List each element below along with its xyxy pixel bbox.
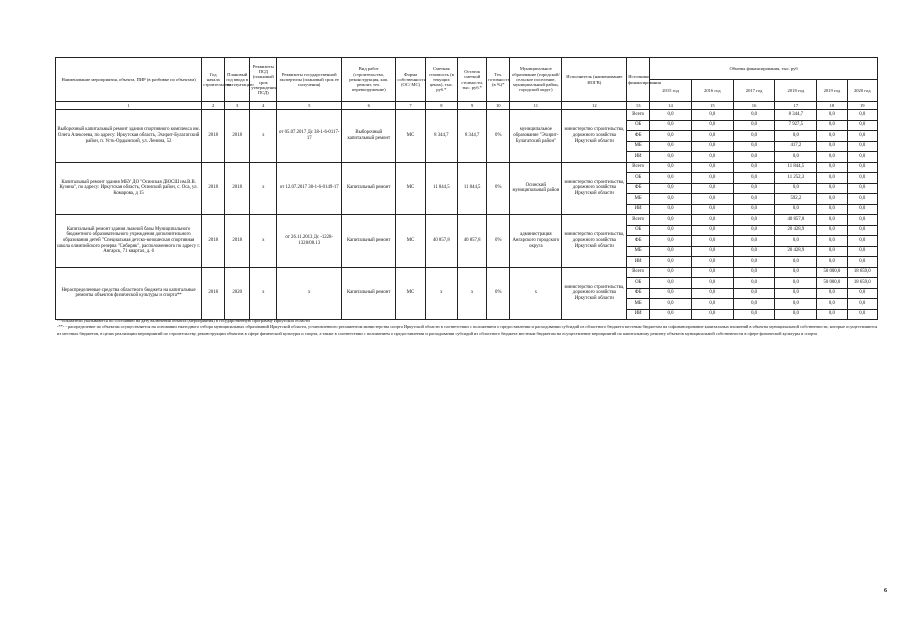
funding-value: 0,0 — [847, 225, 877, 236]
col-estimate-header: Сметная стоимость (в текущих ценах), тыс. руб.* — [425, 58, 457, 102]
funding-source: ИИ — [627, 257, 650, 268]
funding-value: 0,0 — [817, 131, 847, 142]
funding-value: 0,0 — [650, 215, 692, 226]
funding-value: 0,0 — [847, 194, 877, 205]
funding-source: ОБ — [627, 278, 650, 289]
funding-value: 0,0 — [775, 309, 817, 320]
funding-source: ИИ — [627, 309, 650, 320]
funding-value: 0,0 — [650, 278, 692, 289]
year-2016-header: 2016 год — [691, 80, 733, 102]
funding-value: 0,0 — [847, 236, 877, 247]
funding-value: 0,0 — [733, 173, 775, 184]
funding-value: 0,0 — [691, 288, 733, 299]
executor: министерство строительства, дорожного хозяйства Иркутской области — [562, 110, 627, 163]
funding-value: 0,0 — [817, 309, 847, 320]
column-number: 9 — [458, 102, 487, 110]
funding-value: 0,0 — [691, 152, 733, 163]
funding-value: 50 000,0 — [817, 278, 847, 289]
year-2020-header: 2020 год — [847, 80, 877, 102]
col-ready-header: Тех. готовность (в %)* — [487, 58, 510, 102]
funding-value: 0,0 — [847, 141, 877, 152]
funding-value: 0,0 — [691, 267, 733, 278]
work-type: Капитальный ремонт — [342, 215, 396, 268]
funding-value: 0,0 — [817, 120, 847, 131]
funding-value: 0,0 — [650, 120, 692, 131]
funding-value: 0,0 — [691, 215, 733, 226]
financing-table — [55, 57, 878, 320]
funding-value: 0,0 — [817, 204, 847, 215]
funding-value: 0,0 — [650, 267, 692, 278]
col-psd-header: Реквизиты ПСД (плановый срок утверждения ПСД) — [250, 58, 277, 102]
funding-value: 0,0 — [650, 299, 692, 310]
table-body — [56, 102, 878, 320]
column-number: 6 — [342, 102, 396, 110]
funding-source: МБ — [627, 194, 650, 205]
column-number: 11 — [510, 102, 562, 110]
estimate-cost: 8 344,7 — [425, 110, 457, 163]
year-2018-header: 2018 год — [775, 80, 817, 102]
funding-value: 0,0 — [733, 131, 775, 142]
expertise-details: от 05.07.2017 Дс 38-1-6-0117-17 — [277, 110, 342, 163]
funding-value: 0,0 — [650, 183, 692, 194]
col-volumes-header: Объемы финансирования, тыс. руб — [650, 58, 878, 80]
funding-source: ФБ — [627, 131, 650, 142]
expertise-details: от 26.11.2013 Дс -1228-1328/08.13 — [277, 215, 342, 268]
end-year: 2018 — [225, 110, 250, 163]
column-number: 12 — [562, 102, 627, 110]
funding-source: МБ — [627, 299, 650, 310]
start-year: 2018 — [202, 110, 225, 163]
funding-value: 20 428,9 — [775, 246, 817, 257]
column-number: 4 — [250, 102, 277, 110]
funding-value: 0,0 — [847, 246, 877, 257]
estimate-cost: 11 844,5 — [425, 162, 457, 215]
funding-value: 0,0 — [733, 246, 775, 257]
funding-value: 0,0 — [650, 204, 692, 215]
funding-value: 0,0 — [847, 152, 877, 163]
funding-value: 0,0 — [691, 236, 733, 247]
funding-source: МБ — [627, 246, 650, 257]
funding-value: 0,0 — [733, 257, 775, 268]
funding-value: 0,0 — [733, 309, 775, 320]
funding-value: 0,0 — [847, 131, 877, 142]
estimate-cost: х — [425, 267, 457, 320]
funding-value: 0,0 — [650, 309, 692, 320]
column-number: 1 — [56, 102, 202, 110]
funding-value: 20 428,9 — [775, 225, 817, 236]
remaining-cost: 8 344,7 — [458, 110, 487, 163]
municipality: Осинский муниципальный район — [510, 162, 562, 215]
funding-value: 0,0 — [691, 110, 733, 121]
funding-value: 0,0 — [775, 288, 817, 299]
funding-value: 0,0 — [775, 278, 817, 289]
readiness: 0% — [487, 110, 510, 163]
psd-details: х — [250, 110, 277, 163]
municipality: х — [510, 267, 562, 320]
funding-value: 0,0 — [691, 278, 733, 289]
funding-value: 0,0 — [691, 141, 733, 152]
column-number: 17 — [775, 102, 817, 110]
column-number: 15 — [691, 102, 733, 110]
estimate-cost: 40 857,8 — [425, 215, 457, 268]
funding-value: 0,0 — [847, 204, 877, 215]
column-number: 18 — [817, 102, 847, 110]
funding-value: 0,0 — [691, 173, 733, 184]
object-name: Капитальный ремонт здания лыжной базы Муниципального бюджетного образовательного учреждения дополнительного образования детей "Специальная детско-юношеская спортивная школа олимпийского резерва "Сибиряк", расположенного по адресу г. Ангарск, 71 квартал, д. 6 — [56, 215, 202, 268]
object-name: Выборочный капитальный ремонт здания спортивного комплекса им. Олега Алексеева, по адресу: Иркутская область, Эхирит-Булагатский район, п. Усть-Ордынский, ул. Ленина, 52 — [56, 110, 202, 163]
remaining-cost: 40 857,8 — [458, 215, 487, 268]
end-year: 2018 — [225, 162, 250, 215]
column-number: 10 — [487, 102, 510, 110]
column-number: 3 — [225, 102, 250, 110]
psd-details: х — [250, 267, 277, 320]
funding-value: 0,0 — [650, 194, 692, 205]
funding-value: 0,0 — [775, 183, 817, 194]
funding-source: Всего — [627, 215, 650, 226]
funding-source: ИИ — [627, 204, 650, 215]
column-number: 14 — [650, 102, 692, 110]
funding-value: 0,0 — [847, 173, 877, 184]
column-number: 7 — [396, 102, 425, 110]
col-name-header: Наименование мероприятия, объекта, ПИР (в разбивке по объектам) — [56, 58, 202, 102]
funding-source: ФБ — [627, 288, 650, 299]
funding-value: 0,0 — [733, 110, 775, 121]
funding-value: 0,0 — [775, 204, 817, 215]
municipality: муниципальное образование "Эхирит-Булагатский район" — [510, 110, 562, 163]
funding-value: 592,2 — [775, 194, 817, 205]
funding-value: 0,0 — [650, 162, 692, 173]
start-year: 2018 — [202, 267, 225, 320]
col-exec-header: Исполнитель (наименование ИОГВ) — [562, 58, 627, 102]
funding-value: 0,0 — [733, 236, 775, 247]
table-row — [56, 267, 878, 278]
readiness: 0% — [487, 215, 510, 268]
funding-value: 0,0 — [817, 299, 847, 310]
funding-value: 0,0 — [817, 110, 847, 121]
start-year: 2018 — [202, 162, 225, 215]
funding-value: 0,0 — [847, 299, 877, 310]
funding-value: 0,0 — [691, 183, 733, 194]
readiness: 0% — [487, 162, 510, 215]
page-number: 6 — [884, 588, 887, 594]
funding-value: 0,0 — [775, 236, 817, 247]
col-source-header: Источники финансирования — [627, 58, 650, 102]
funding-value: 0,0 — [733, 194, 775, 205]
funding-value: 0,0 — [775, 267, 817, 278]
funding-value: 0,0 — [650, 246, 692, 257]
start-year: 2018 — [202, 215, 225, 268]
footnote-1: -*-показатели указываются по состоянию на дату включения объекта (мероприятия) в государственную программу Иркутской области — [57, 318, 310, 323]
year-2019-header: 2019 год — [817, 80, 847, 102]
funding-value: 18 659,0 — [847, 267, 877, 278]
remaining-cost: х — [458, 267, 487, 320]
funding-value: 0,0 — [817, 162, 847, 173]
funding-source: ИИ — [627, 152, 650, 163]
funding-value: 0,0 — [775, 299, 817, 310]
funding-value: 0,0 — [817, 215, 847, 226]
col-mun-header: Муниципальное образование (городской/сельское поселение, муниципальный район, городской округ) — [510, 58, 562, 102]
executor: министерство строительства, дорожного хозяйства Иркутской области — [562, 162, 627, 215]
funding-value: 0,0 — [847, 257, 877, 268]
funding-value: 0,0 — [650, 288, 692, 299]
funding-value: 40 857,8 — [775, 215, 817, 226]
funding-value: 0,0 — [691, 299, 733, 310]
funding-value: 0,0 — [691, 194, 733, 205]
funding-value: 0,0 — [691, 257, 733, 268]
funding-value: 0,0 — [691, 246, 733, 257]
column-number: 2 — [202, 102, 225, 110]
ownership-form: МС — [396, 162, 425, 215]
funding-value: 0,0 — [847, 215, 877, 226]
object-name: Нераспределенные средства областного бюджета на капитальные ремонты объектов физической культуры и спорта** — [56, 267, 202, 320]
column-number: 16 — [733, 102, 775, 110]
table-row — [56, 162, 878, 173]
funding-value: 0,0 — [775, 131, 817, 142]
funding-value: 0,0 — [650, 225, 692, 236]
funding-value: 0,0 — [817, 183, 847, 194]
funding-value: 0,0 — [691, 120, 733, 131]
funding-value: 0,0 — [817, 225, 847, 236]
funding-value: 0,0 — [733, 299, 775, 310]
funding-value: 11 844,5 — [775, 162, 817, 173]
municipality: администрация Ангарского городского округа — [510, 215, 562, 268]
executor: министерство строительства, дорожного хозяйства Иркутской области — [562, 215, 627, 268]
funding-value: 0,0 — [691, 131, 733, 142]
col-start-header: Год начала строительства — [202, 58, 225, 102]
year-2017-header: 2017 год — [733, 80, 775, 102]
table-row — [56, 110, 878, 121]
column-numbers-row — [56, 102, 878, 110]
col-own-header: Форма собственности (ОС/ МС) — [396, 58, 425, 102]
funding-value: 417,2 — [775, 141, 817, 152]
funding-value: 0,0 — [691, 204, 733, 215]
executor: министерство строительства, дорожного хозяйства Иркутской области — [562, 267, 627, 320]
funding-value: 0,0 — [733, 225, 775, 236]
funding-source: Всего — [627, 110, 650, 121]
funding-value: 0,0 — [817, 257, 847, 268]
col-remain-header: Остаток сметной стоимости, тыс. руб.* — [458, 58, 487, 102]
funding-value: 0,0 — [775, 257, 817, 268]
funding-source: МБ — [627, 141, 650, 152]
funding-source: Всего — [627, 267, 650, 278]
col-end-header: Плановый год ввода в эксплуатацию — [225, 58, 250, 102]
funding-value: 8 344,7 — [775, 110, 817, 121]
psd-details: х — [250, 215, 277, 268]
funding-value: 0,0 — [847, 110, 877, 121]
funding-value: 0,0 — [817, 288, 847, 299]
column-number: 5 — [277, 102, 342, 110]
funding-value: 11 252,3 — [775, 173, 817, 184]
funding-value: 0,0 — [847, 288, 877, 299]
column-number: 19 — [847, 102, 877, 110]
funding-value: 0,0 — [733, 288, 775, 299]
funding-source: Всего — [627, 162, 650, 173]
header-row — [56, 58, 878, 80]
end-year: 2018 — [225, 215, 250, 268]
table-row — [56, 215, 878, 226]
end-year: 2020 — [225, 267, 250, 320]
funding-value: 0,0 — [691, 225, 733, 236]
funding-value: 0,0 — [691, 162, 733, 173]
funding-value: 0,0 — [650, 110, 692, 121]
funding-value: 50 000,0 — [817, 267, 847, 278]
funding-source: ОБ — [627, 120, 650, 131]
funding-value: 0,0 — [733, 267, 775, 278]
funding-value: 7 927,5 — [775, 120, 817, 131]
footnote-2: -**- - распределение по объектам осуществляется на основании ежегодного отбора муниципальных образований Иркутской области, установленного регламентом министерства спорта Иркутской области в соответствии с положением о предоставлении и расходовании субсидий из областного бюджета местным бюджетам на софинансирование капитальных вложений в объекты муниципальной собственности, которые осуществляются из местных бюджетов, в целях реализации мероприятий по строительству, реконструкции объектов в сфере физической культуры и спорта, а также в соответствии с положением о предоставлении и расходовании субсидий из областного бюджета местным бюджетам на осуществление мероприятий по капитальному ремонту объектов муниципальной собственности в сфере физической культуры и спорта — [57, 324, 878, 336]
funding-source: ОБ — [627, 173, 650, 184]
funding-value: 0,0 — [691, 309, 733, 320]
funding-value: 0,0 — [650, 173, 692, 184]
funding-value: 0,0 — [650, 236, 692, 247]
funding-value: 0,0 — [733, 120, 775, 131]
funding-value: 0,0 — [733, 162, 775, 173]
funding-value: 18 659,0 — [847, 278, 877, 289]
ownership-form: МС — [396, 215, 425, 268]
funding-value: 0,0 — [733, 183, 775, 194]
funding-value: 0,0 — [650, 141, 692, 152]
column-number: 13 — [627, 102, 650, 110]
funding-value: 0,0 — [847, 162, 877, 173]
object-name: Капитальный ремонт здания МБУ ДО "Осинская ДЮСШ им.В.В. Кузина", по адресу: Иркутская область, Осинский район, с. Оса, ул. Комарова, д 15 — [56, 162, 202, 215]
year-2015-header: 2015 год — [650, 80, 692, 102]
expertise-details: от 12.07.2017 38-1-6-0149-17 — [277, 162, 342, 215]
funding-value: 0,0 — [817, 173, 847, 184]
funding-value: 0,0 — [847, 120, 877, 131]
psd-details: х — [250, 162, 277, 215]
funding-value: 0,0 — [733, 204, 775, 215]
funding-value: 0,0 — [650, 257, 692, 268]
funding-source: ОБ — [627, 225, 650, 236]
col-contract-header: Реквизиты государственной экспертизы (плановый срок ее получения) — [277, 58, 342, 102]
funding-value: 0,0 — [650, 131, 692, 142]
funding-value: 0,0 — [817, 246, 847, 257]
funding-value: 0,0 — [847, 309, 877, 320]
funding-value: 0,0 — [775, 152, 817, 163]
expertise-details: х — [277, 267, 342, 320]
remaining-cost: 11 844,5 — [458, 162, 487, 215]
work-type: Выборочный капитальный ремонт — [342, 110, 396, 163]
col-work-header: Вид работ (строительство, реконструкция, кап. ремонт, тех. перевооружение) — [342, 58, 396, 102]
column-number: 8 — [425, 102, 457, 110]
ownership-form: МС — [396, 267, 425, 320]
footnotes — [57, 318, 882, 337]
funding-value: 0,0 — [733, 215, 775, 226]
work-type: Капитальный ремонт — [342, 267, 396, 320]
ownership-form: МС — [396, 110, 425, 163]
funding-value: 0,0 — [650, 152, 692, 163]
funding-value: 0,0 — [817, 141, 847, 152]
funding-source: ФБ — [627, 183, 650, 194]
funding-value: 0,0 — [733, 278, 775, 289]
funding-value: 0,0 — [817, 152, 847, 163]
funding-value: 0,0 — [847, 183, 877, 194]
funding-value: 0,0 — [733, 141, 775, 152]
funding-value: 0,0 — [817, 194, 847, 205]
readiness: 0% — [487, 267, 510, 320]
funding-source: ФБ — [627, 236, 650, 247]
work-type: Капитальный ремонт — [342, 162, 396, 215]
funding-value: 0,0 — [817, 236, 847, 247]
funding-value: 0,0 — [733, 152, 775, 163]
